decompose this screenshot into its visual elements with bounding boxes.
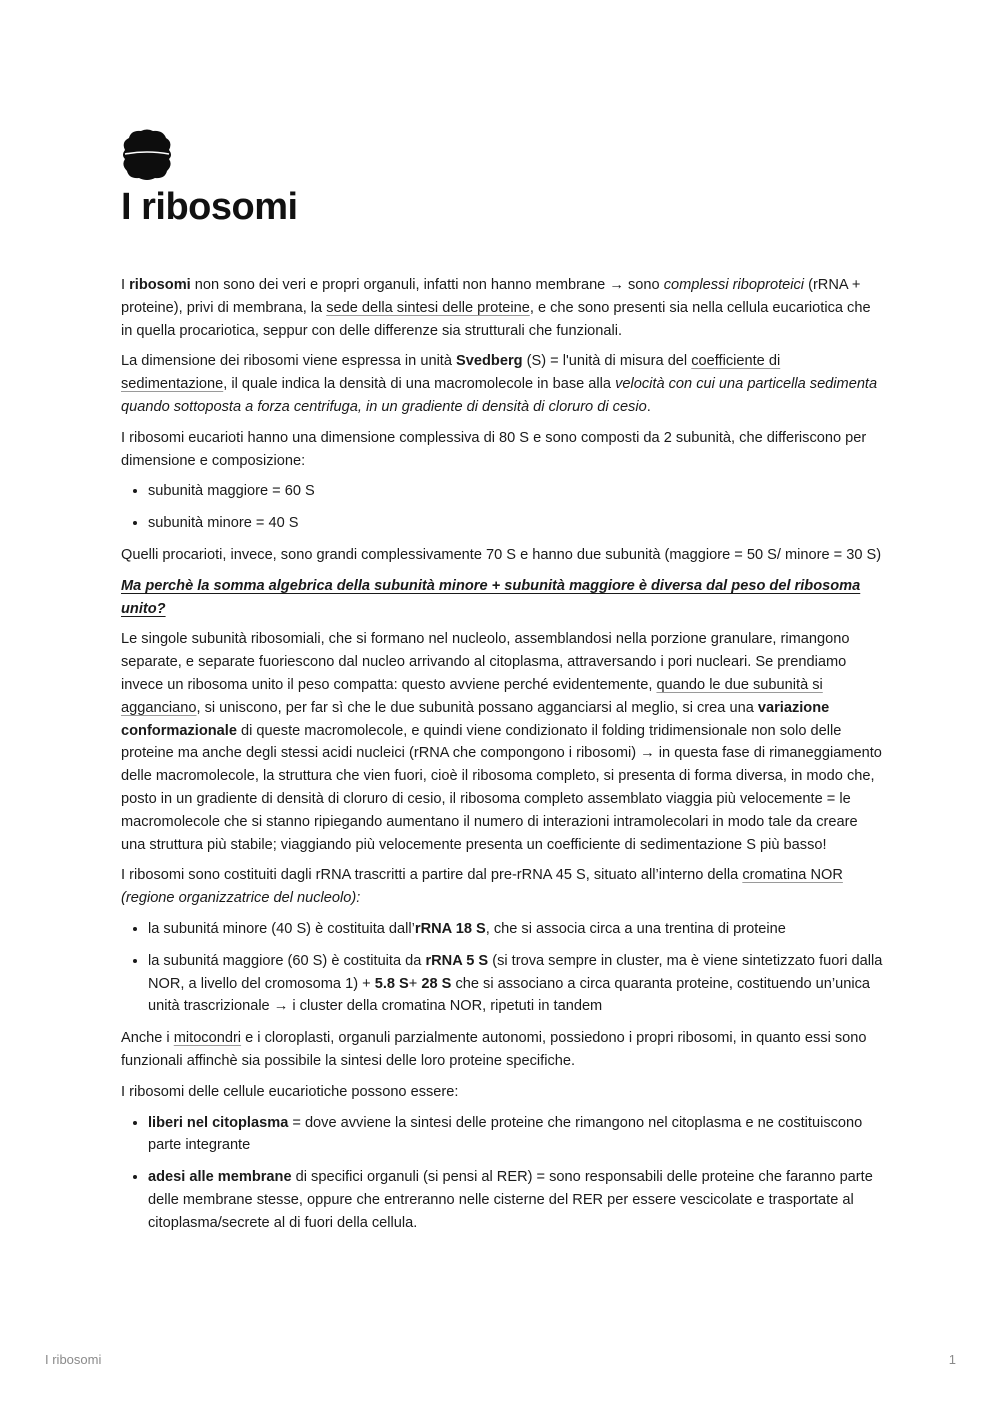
paragraph-eucarioti: I ribosomi eucarioti hanno una dimensione complessiva di 80 S e sono composti da 2 subunità, che differiscono per dimensione e composizione: (121, 429, 867, 469)
list-item: • la subunitá minore (40 S) è costituita dall’rRNA 18 S, che si associa circa a una trentina di proteine (148, 918, 883, 941)
question-heading: Ma perchè la somma algebrica della subunità minore + subunità maggiore è diversa dal peso del ribosoma unito? (121, 577, 861, 617)
footer-title: I ribosomi (45, 1352, 102, 1367)
footer-page-number: 1 (948, 1352, 956, 1367)
list-item: • la subunitá maggiore (60 S) è costituita da rRNA 5 S (si trova sempre in cluster, ma è viene sintetizzato fuori dalla NOR, a livello del cromosoma 1) + 5.8 S+ 28 S che si associano a circa quaranta proteine, costituendo un’unica unità trascrizionale → i cluster della cromatina NOR, ripetuti in tandem (148, 950, 883, 1018)
list-item: • adesi alle membrane di specifici organuli (si pensi al RER) = sono responsabili delle proteine che faranno parte delle membrane stesse, oppure che entreranno nelle cisterne del RER per essere vescicolate e trasportate al citoplasma/secrete al di fuori della cellula. (148, 1166, 883, 1234)
paragraph-intro: I ribosomi non sono dei veri e propri organuli, infatti non hanno membrane → sono complessi riboproteici (rRNA + proteine), privi di membrana, la sede della sintesi delle proteine, e che sono presenti sia nella cellula eucariotica che in quella procariotica, seppur con delle differenze sia strutturali che funzionali. (121, 277, 871, 339)
link-cromatina-nor[interactable]: cromatina NOR (742, 867, 843, 884)
link-mitocondri[interactable]: mitocondri (173, 1030, 242, 1047)
list-subunits-eucarioti (121, 480, 883, 535)
link-sede-sintesi[interactable]: sede della sintesi delle proteine (326, 299, 530, 316)
paragraph-explanation: Le singole subunità ribosomiali, che si formano nel nucleolo, assemblandosi nella porzione granulare, rimangono separate, e separate fuoriescono dal nucleo arrivando al citoplasma, attraversando i pori nucleari. Se prendiamo invece un ribosoma unito il peso compatta: questo avviene perché evidentemente, quando le due subunità si agganciano, si uniscono, per far sì che le due subunità possano agganciarsi al meglio, si crea una variazione conformazionale di queste macromolecole, e quindi viene condizionato il folding tridimensionale non solo delle proteine ma anche degli stessi acidi nucleici (rRNA che compongono i ribosomi) → in questa fase di rimaneggiamento delle macromolecole, la struttura che vien fuori, cioè il ribosoma completo, si presenta di forma diversa, in modo che, posto in un gradiente di densità di cloruro di cesio, il ribosoma completo assemblato viaggia più velocemente = le macromolecole che si stanno ripiegando aumentano il numero di interazioni intramolecolari in modo tale da creare una struttura più stabile; viaggiando più velocemente presenta un coefficiente di sedimentazione S più basso! (121, 631, 882, 853)
paragraph-rrna: I ribosomi sono costituiti dagli rRNA trascritti a partire dal pre-rRNA 45 S, situato all’interno della cromatina NOR (regione organizzatrice del nucleolo): (121, 867, 843, 907)
list-item: • liberi nel citoplasma = dove avviene la sintesi delle proteine che rimangono nel citoplasma e ne costituiscono parte integrante (148, 1112, 883, 1158)
paragraph-procarioti: Quelli procarioti, invece, sono grandi complessivamente 70 S e hanno due subunità (maggiore = 50 S/ minore = 30 S) (121, 546, 882, 563)
page-title: I ribosomi (121, 186, 298, 228)
paragraph-mitocondri: Anche i mitocondri e i cloroplasti, organuli parzialmente autonomi, possiedono i propri ribosomi, in quanto essi sono funzionali affinchè sia possibile la sintesi delle loro proteine specifiche. (121, 1030, 867, 1069)
list-rrna-subunits (121, 918, 883, 1018)
paragraph-types: I ribosomi delle cellule eucariotiche possono essere: (121, 1083, 459, 1100)
list-item: • subunità minore = 40 S (148, 512, 883, 535)
paragraph-svedberg: La dimensione dei ribosomi viene espressa in unità Svedberg (S) = l'unità di misura del coefficiente di sedimentazione, il quale indica la densità di una macromolecole in base alla velocità con cui una particella sedimenta quando sottoposta a forza centrifuga, in un gradiente di densità di cloruro di cesio. (121, 353, 878, 415)
list-item: • subunità maggiore = 60 S (148, 480, 883, 503)
link-subunita-agganciano[interactable]: quando le due subunità si agganciano (121, 676, 823, 716)
ribosome-icon (121, 128, 173, 182)
document-body (121, 274, 883, 1243)
link-coefficiente-sedimentazione[interactable]: coefficiente di sedimentazione (121, 353, 781, 393)
list-ribosome-types (121, 1112, 883, 1235)
